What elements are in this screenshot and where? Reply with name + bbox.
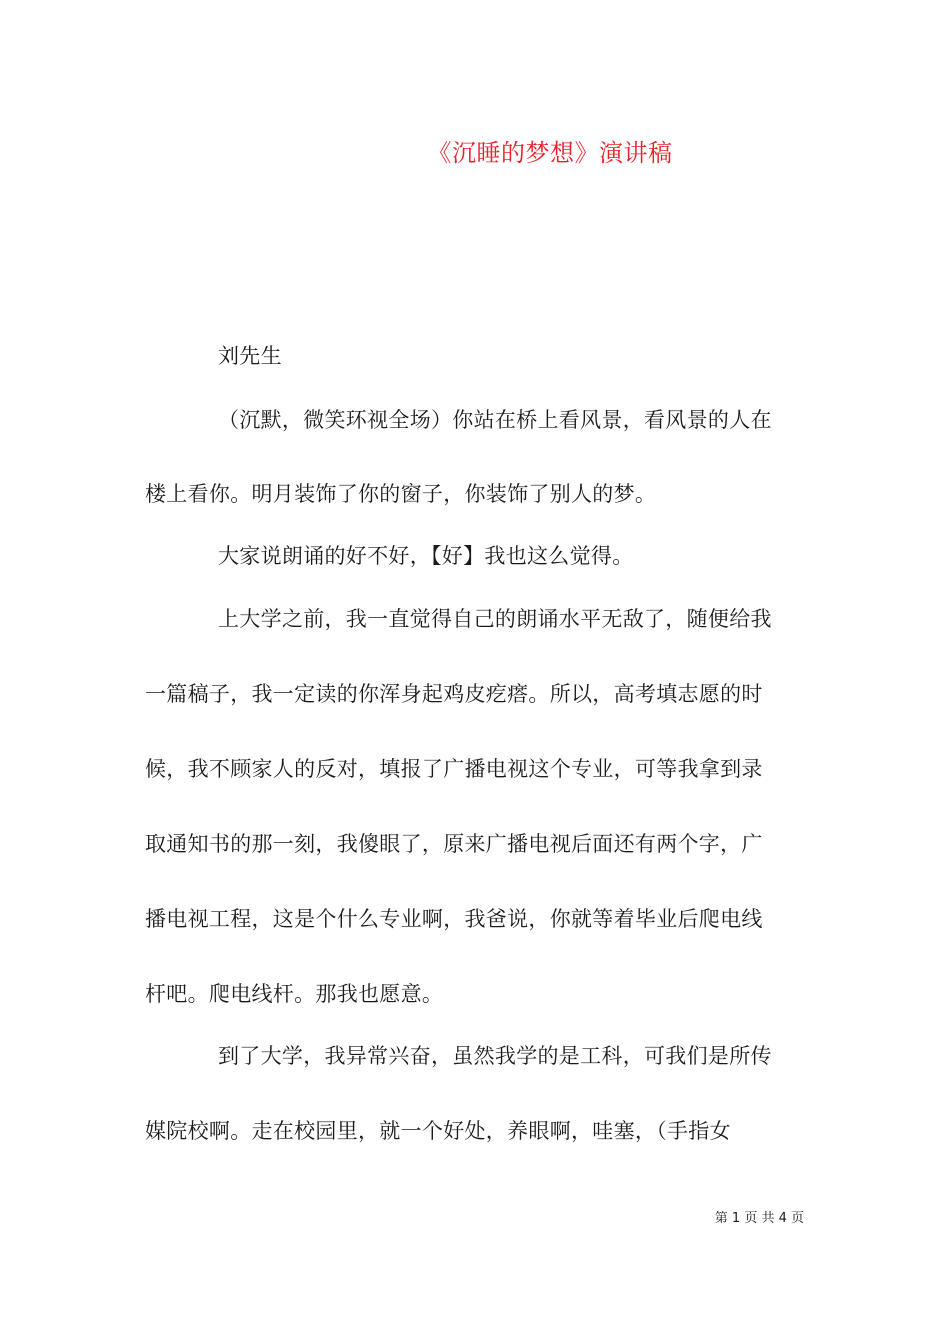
author-line: 刘先生 (218, 344, 282, 368)
paragraph-line: （沉默，微笑环视全场）你站在桥上看风景，看风景的人在 (218, 408, 772, 432)
page-number: 第 1 页 共 4 页 (714, 1211, 804, 1226)
paragraph-line: 取通知书的那一刻，我傻眼了，原来广播电视后面还有两个字，广 (145, 832, 763, 856)
paragraph-line: 候，我不顾家人的反对，填报了广播电视这个专业，可等我拿到录 (145, 757, 763, 781)
paragraph-line: 上大学之前，我一直觉得自己的朗诵水平无敌了，随便给我 (218, 607, 772, 631)
paragraph-line: 楼上看你。明月装饰了你的窗子，你装饰了别人的梦。 (145, 482, 657, 506)
paragraph-line: 一篇稿子，我一定读的你浑身起鸡皮疙瘩。所以，高考填志愿的时 (145, 682, 763, 706)
paragraph-line: 杆吧。爬电线杆。那我也愿意。 (145, 982, 444, 1006)
paragraph-line: 到了大学，我异常兴奋，虽然我学的是工科，可我们是所传 (218, 1044, 772, 1068)
paragraph-line: 媒院校啊。走在校园里，就一个好处，养眼啊，哇塞，（手指女 (145, 1119, 731, 1143)
paragraph-line: 播电视工程，这是个什么专业啊，我爸说，你就等着毕业后爬电线 (145, 907, 763, 931)
document-title: 《沉睡的梦想》演讲稿 (427, 139, 673, 167)
paragraph-line: 大家说朗诵的好不好，【好】我也这么觉得。 (218, 544, 634, 568)
